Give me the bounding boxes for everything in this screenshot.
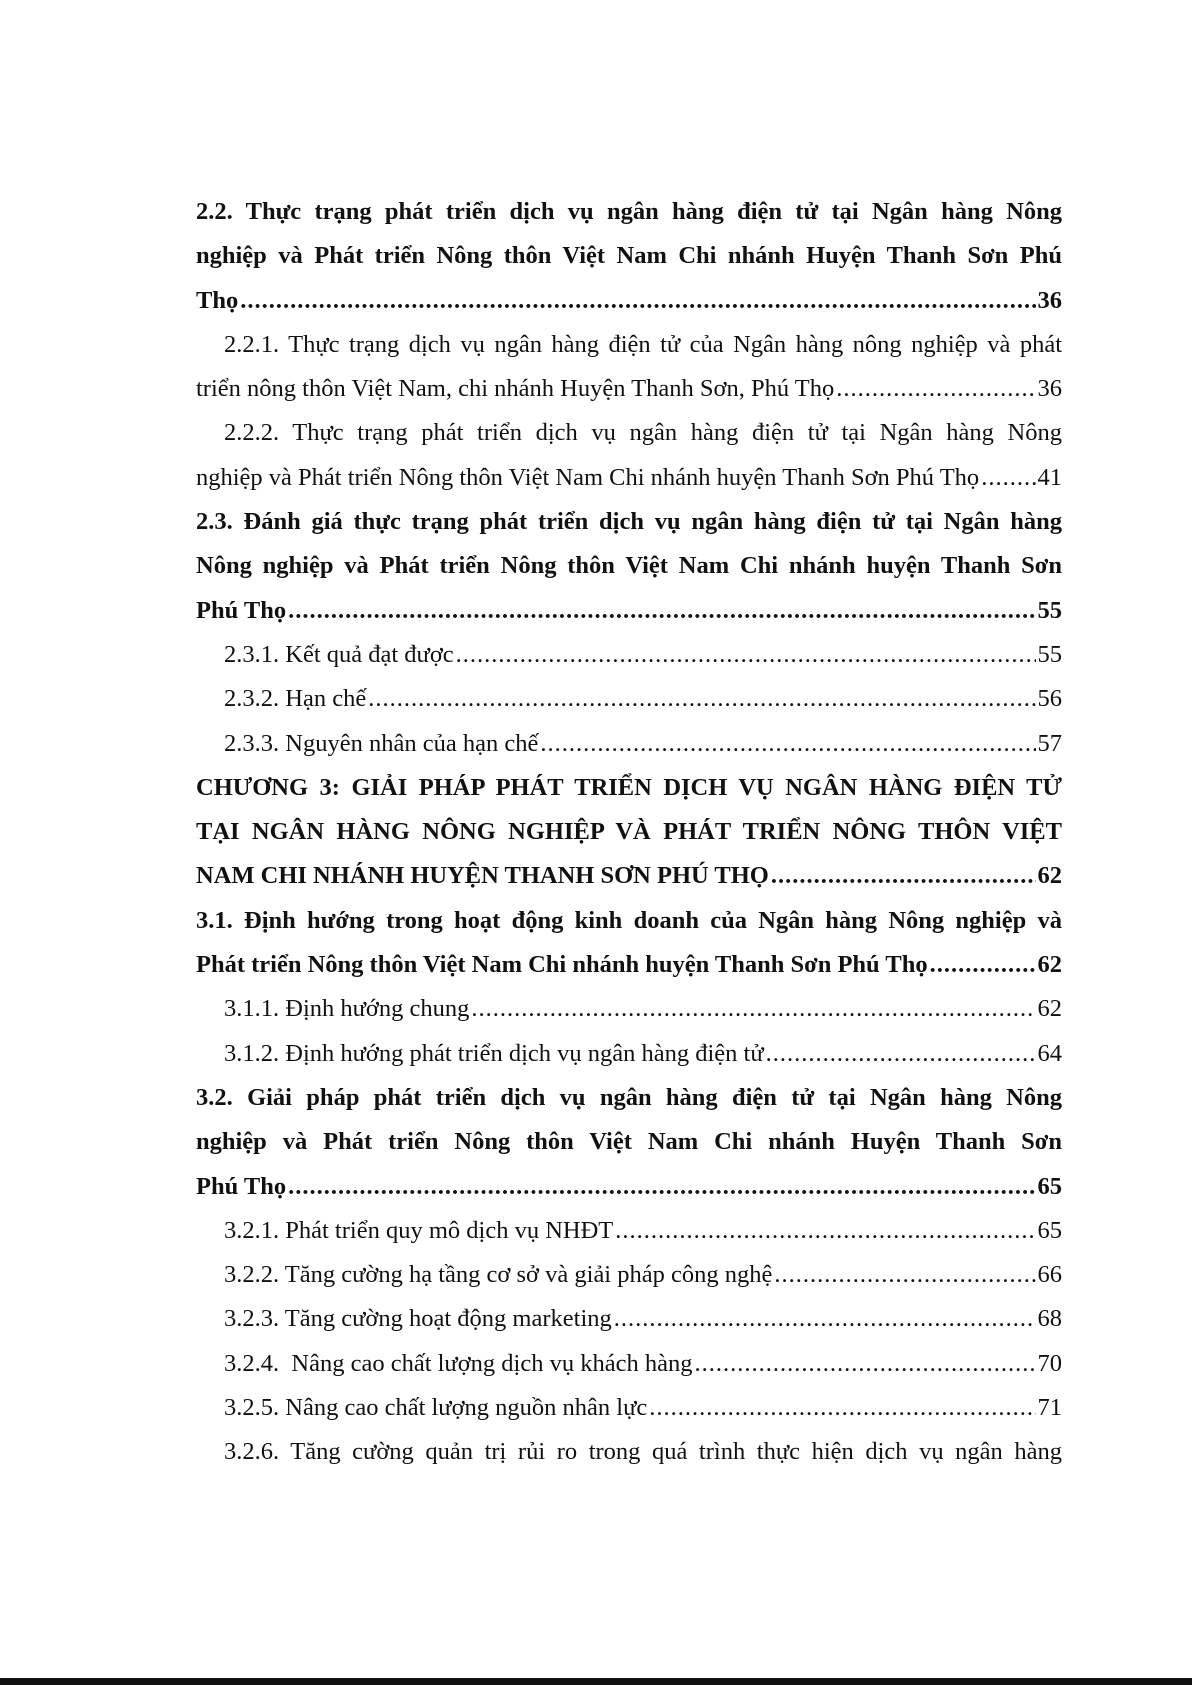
toc-entry-text: Phát triển Nông thôn Việt Nam Chi nhánh huyện Thanh Sơn Phú Thọ [196, 951, 928, 979]
toc-entry-3-2[interactable] [196, 1076, 1062, 1209]
toc-entry-last-line [196, 1342, 1062, 1386]
toc-entry-line: 3.2.6. Tăng cường quản trị rủi ro trong quá trình thực hiện dịch vụ ngân hàng [224, 1438, 1062, 1466]
toc-entry-text: 3.2.4. Nâng cao chất lượng dịch vụ khách hàng [224, 1349, 693, 1377]
toc-entry-2-3-1[interactable] [196, 633, 1062, 677]
dot-leader [981, 456, 1035, 500]
toc-entry-3-1-1[interactable] [196, 987, 1062, 1031]
toc-entry-text: 2.3.1. Kết quả đạt được [224, 640, 454, 668]
page-number: 64 [1037, 1039, 1062, 1067]
dot-leader [766, 1032, 1036, 1076]
dot-leader [288, 589, 1035, 633]
toc-entry-last-line [196, 456, 1062, 500]
toc-entry-text: 3.2.1. Phát triển quy mô dịch vụ NHĐT [224, 1216, 614, 1244]
toc-entry-last-line [196, 1386, 1062, 1430]
dot-leader [930, 943, 1036, 987]
toc-entry-2-3-3[interactable] [196, 722, 1062, 766]
toc-entry-2-2-1[interactable] [196, 323, 1062, 412]
dot-leader [240, 279, 1035, 323]
dot-leader [471, 987, 1035, 1031]
toc-entry-3-2-4[interactable] [196, 1342, 1062, 1386]
toc-entry-text: triển nông thôn Việt Nam, chi nhánh Huyện Thanh Sơn, Phú Thọ [196, 375, 835, 403]
toc-entry-line: 2.2. Thực trạng phát triển dịch vụ ngân hàng điện tử tại Ngân hàng Nông [196, 198, 1062, 225]
toc-entry-text: 3.2.5. Nâng cao chất lượng nguồn nhân lực [224, 1394, 648, 1422]
dot-leader [540, 722, 1035, 766]
toc-entry-3-1[interactable] [196, 899, 1062, 988]
toc-entry-line: nghiệp và Phát triển Nông thôn Việt Nam Chi nhánh Huyện Thanh Sơn Phú [196, 242, 1062, 270]
toc-entry-3-2-5[interactable] [196, 1386, 1062, 1430]
dot-leader [614, 1297, 1036, 1341]
page-number: 66 [1037, 1261, 1062, 1289]
toc-entry-line: 3.1. Định hướng trong hoạt động kinh doanh của Ngân hàng Nông nghiệp và [196, 906, 1062, 934]
toc-entry-text: 3.2.2. Tăng cường hạ tầng cơ sở và giải pháp công nghệ [224, 1261, 773, 1289]
toc-entry-3-2-2[interactable] [196, 1253, 1062, 1297]
table-of-contents [196, 190, 1062, 1475]
toc-entry-last-line [196, 589, 1062, 633]
toc-entry-last-line [196, 1209, 1062, 1253]
toc-entry-last-line [196, 1297, 1062, 1341]
toc-entry-3-2-1[interactable] [196, 1209, 1062, 1253]
toc-entry-last-line [196, 1165, 1062, 1209]
dot-leader [288, 1165, 1035, 1209]
page-number: 65 [1037, 1216, 1062, 1244]
toc-entry-text: Phú Thọ [196, 1172, 287, 1200]
page-bottom-border [0, 1678, 1192, 1685]
toc-entry-3-2-3[interactable] [196, 1297, 1062, 1341]
page-number: 65 [1037, 1172, 1062, 1200]
toc-entry-text: nghiệp và Phát triển Nông thôn Việt Nam Chi nhánh huyện Thanh Sơn Phú Thọ [196, 463, 980, 491]
dot-leader [615, 1209, 1035, 1253]
toc-entry-2-3[interactable] [196, 500, 1062, 633]
toc-entry-line: CHƯƠNG 3: GIẢI PHÁP PHÁT TRIỂN DỊCH VỤ NGÂN HÀNG ĐIỆN TỬ [196, 773, 1062, 801]
toc-entry-text: 3.1.1. Định hướng chung [224, 995, 470, 1023]
dot-leader [456, 633, 1036, 677]
dot-leader [649, 1386, 1035, 1430]
toc-entry-last-line [196, 279, 1062, 323]
toc-entry-last-line [196, 854, 1062, 898]
toc-entry-3-1-2[interactable] [196, 1032, 1062, 1076]
dot-leader [771, 854, 1036, 898]
toc-entry-text: 2.3.2. Hạn chế [224, 685, 367, 713]
toc-entry-last-line [196, 722, 1062, 766]
toc-entry-3-2-6[interactable] [196, 1430, 1062, 1474]
toc-entry-line: Nông nghiệp và Phát triển Nông thôn Việt Nam Chi nhánh huyện Thanh Sơn [196, 552, 1062, 580]
page-number: 41 [1037, 463, 1062, 491]
toc-entry-text: Thọ [196, 286, 239, 314]
toc-entry-last-line [196, 633, 1062, 677]
page-number: 62 [1037, 951, 1062, 979]
toc-entry-last-line [196, 367, 1062, 411]
toc-entry-line: nghiệp và Phát triển Nông thôn Việt Nam Chi nhánh Huyện Thanh Sơn [196, 1128, 1062, 1156]
toc-entry-2-3-2[interactable] [196, 677, 1062, 721]
page-number: 70 [1037, 1349, 1062, 1377]
toc-entry-last-line [196, 677, 1062, 721]
page-number: 55 [1037, 640, 1062, 668]
toc-entry-text: 3.1.2. Định hướng phát triển dịch vụ ngân hàng điện tử [224, 1039, 764, 1067]
toc-entry-last-line [196, 1032, 1062, 1076]
toc-entry-line: 2.3. Đánh giá thực trạng phát triển dịch vụ ngân hàng điện tử tại Ngân hàng [196, 508, 1062, 536]
toc-entry-line: 3.2. Giải pháp phát triển dịch vụ ngân hàng điện tử tại Ngân hàng Nông [196, 1083, 1062, 1111]
toc-entry-text: Phú Thọ [196, 596, 287, 624]
page-number: 62 [1037, 862, 1062, 890]
toc-entry-last-line [196, 943, 1062, 987]
toc-entry-2-2-2[interactable] [196, 411, 1062, 500]
dot-leader [836, 367, 1035, 411]
dot-leader [694, 1342, 1035, 1386]
page-number: 56 [1037, 685, 1062, 713]
page-number: 68 [1037, 1305, 1062, 1333]
page-number: 57 [1037, 729, 1062, 757]
toc-entry-2-2[interactable] [196, 190, 1062, 323]
toc-entry-line: TẠI NGÂN HÀNG NÔNG NGHIỆP VÀ PHÁT TRIỂN NÔNG THÔN VIỆT [196, 818, 1062, 846]
page-number: 62 [1037, 995, 1062, 1023]
toc-entry-line: 2.2.1. Thực trạng dịch vụ ngân hàng điện tử của Ngân hàng nông nghiệp và phát [224, 330, 1062, 358]
dot-leader [368, 677, 1035, 721]
toc-entry-text: NAM CHI NHÁNH HUYỆN THANH SƠN PHÚ THỌ [196, 862, 769, 890]
toc-entry-chapter-3[interactable] [196, 766, 1062, 899]
toc-entry-text: 2.3.3. Nguyên nhân của hạn chế [224, 729, 539, 757]
page-number: 36 [1037, 286, 1062, 314]
toc-entry-text: 3.2.3. Tăng cường hoạt động marketing [224, 1305, 612, 1333]
page-number: 71 [1037, 1394, 1062, 1422]
dot-leader [774, 1253, 1035, 1297]
toc-entry-last-line [196, 1253, 1062, 1297]
toc-entry-last-line [196, 987, 1062, 1031]
page-number: 36 [1037, 375, 1062, 403]
page-number: 55 [1037, 596, 1062, 624]
toc-entry-line: 2.2.2. Thực trạng phát triển dịch vụ ngân hàng điện tử tại Ngân hàng Nông [224, 419, 1062, 447]
